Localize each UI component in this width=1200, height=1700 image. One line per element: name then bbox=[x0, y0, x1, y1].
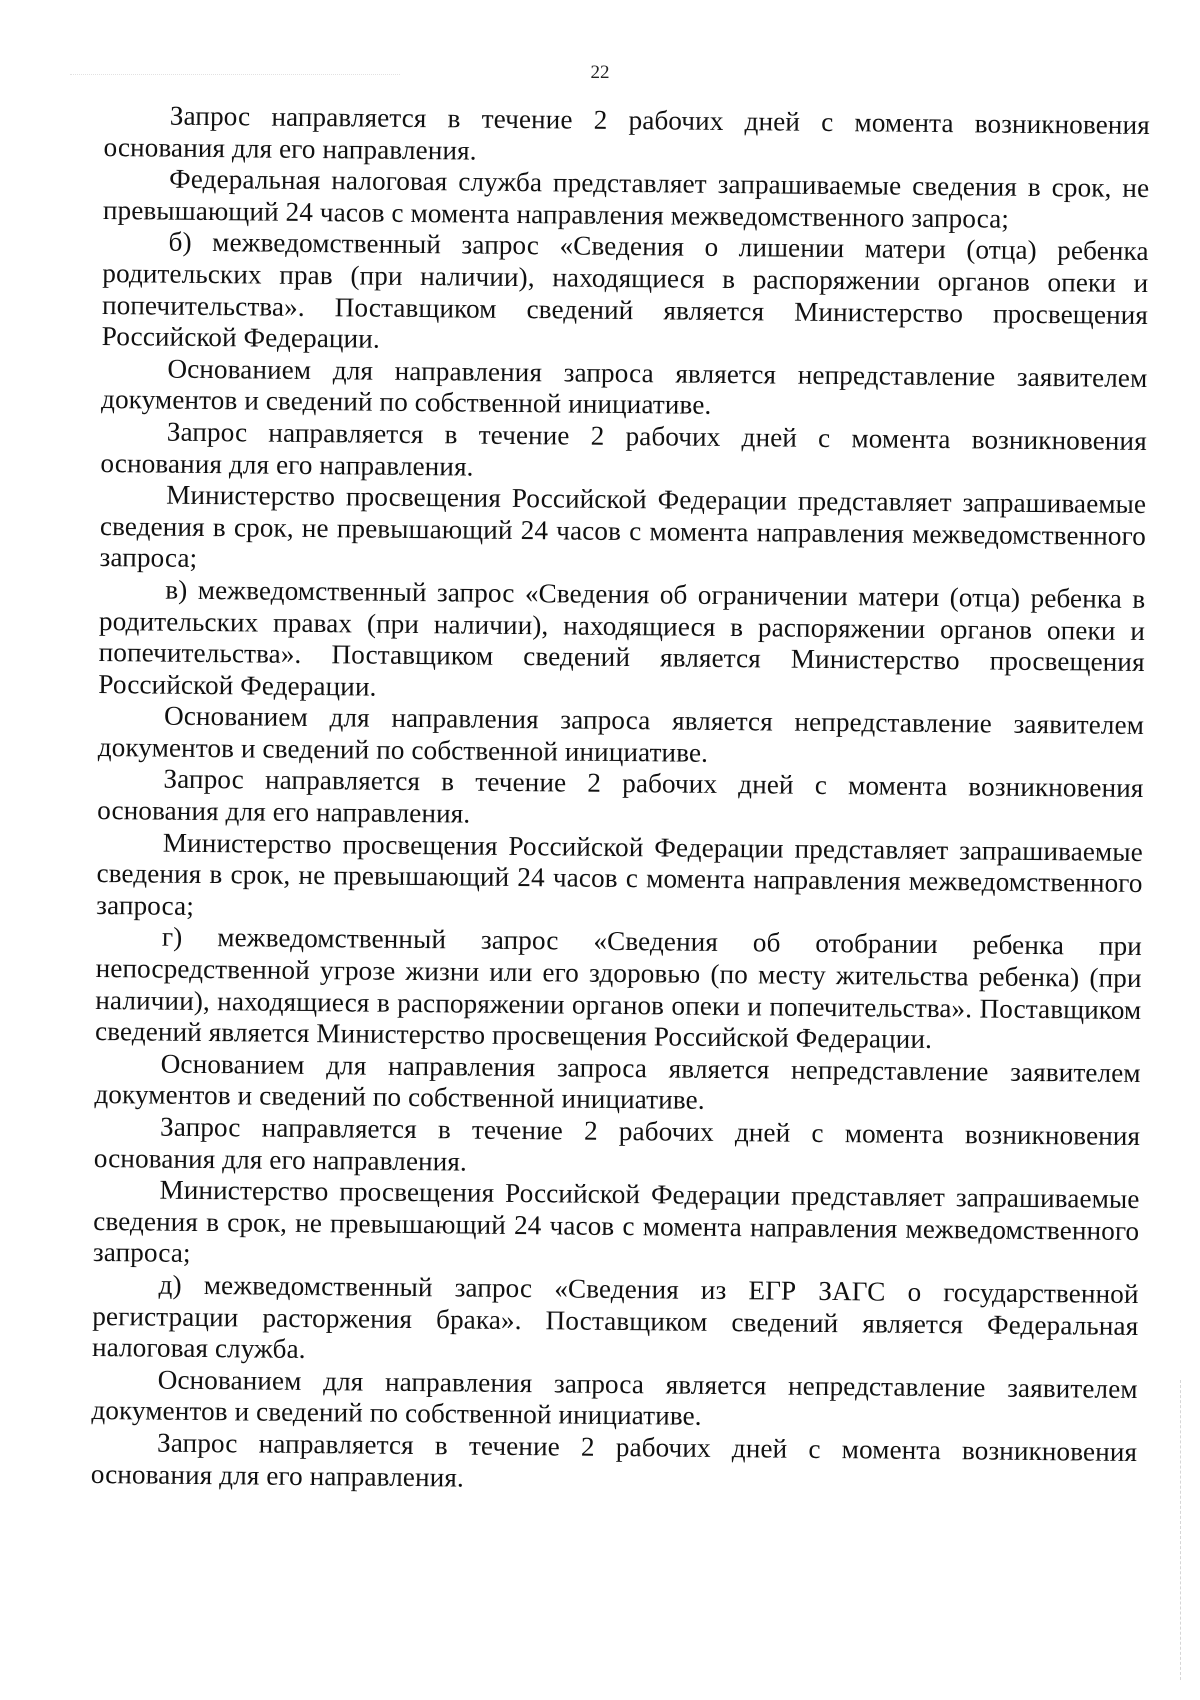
paragraph: Запрос направляется в течение 2 рабочих дней с момента возникновения основания для его направления. bbox=[103, 100, 1150, 166]
paragraph: в) межведомственный запрос «Сведения об ограничении матери (отца) ребенка в родительских правах (при наличии), находящиеся в распоряжении органов опеки и попечительства». Поставщиком сведений является Министерство просвещения Российской Федерации. bbox=[98, 574, 1146, 702]
paragraph: Федеральная налоговая служба представляет запрашиваемые сведения в срок, не превышающий 24 часов с момента направления межведомственного запроса; bbox=[102, 163, 1150, 234]
page-number: 22 bbox=[590, 62, 610, 83]
document-body bbox=[91, 100, 1150, 1500]
paragraph: г) межведомственный запрос «Сведения об отобрании ребенка при непосредственной угрозе жизни или его здоровью (по месту жительства ребенка) (при наличии), находящиеся в распоряжении органов опеки и попечительства». Поставщиком сведений является Министерство просвещения Российской Федерации. bbox=[94, 922, 1143, 1055]
paragraph: Министерство просвещения Российской Федерации представляет запрашиваемые сведения в срок, не превышающий 24 часов с момента направления межведомственного запроса; bbox=[99, 479, 1147, 574]
page-edge-line bbox=[1180, 1380, 1181, 1680]
paragraph: Запрос направляется в течение 2 рабочих дней с момента возникновения основания для его направления. bbox=[100, 416, 1147, 482]
paragraph: Запрос направляется в течение 2 рабочих дней с момента возникновения основания для его направления. bbox=[97, 764, 1144, 829]
paragraph: Запрос направляется в течение 2 рабочих дней с момента возникновения основания для его направления. bbox=[93, 1111, 1141, 1177]
paragraph: д) межведомственный запрос «Сведения из ЕГР ЗАГС о государственной регистрации расторжения брака». Поставщиком сведений является Федеральная налоговая служба. bbox=[91, 1269, 1139, 1365]
paragraph: Основанием для направления запроса является непредставление заявителем документов и сведений по собственной инициативе. bbox=[100, 353, 1148, 421]
paragraph: Основанием для направления запроса является непредставление заявителем документов и сведений по собственной инициативе. bbox=[91, 1364, 1138, 1432]
paragraph: Основанием для направления запроса является непредставление заявителем документов и сведений по собственной инициативе. bbox=[97, 700, 1145, 768]
paragraph: Министерство просвещения Российской Федерации представляет запрашиваемые сведения в срок, не превышающий 24 часов с момента направления межведомственного запроса; bbox=[92, 1174, 1140, 1269]
paragraph: Запрос направляется в течение 2 рабочих дней с момента возникновения основания для его направления. bbox=[90, 1427, 1138, 1493]
paragraph: Основанием для направления запроса является непредставление заявителем документов и сведений по собственной инициативе. bbox=[94, 1048, 1141, 1116]
paragraph: Министерство просвещения Российской Федерации представляет запрашиваемые сведения в срок, не превышающий 24 часов с момента направления межведомственного запроса; bbox=[96, 827, 1143, 921]
paragraph: б) межведомственный запрос «Сведения о лишении матери (отца) ребенка родительских прав (при наличии), находящиеся в распоряжении органов опеки и попечительства». Поставщиком сведений является Министерство просвещения Российской Федерации. bbox=[101, 227, 1149, 354]
